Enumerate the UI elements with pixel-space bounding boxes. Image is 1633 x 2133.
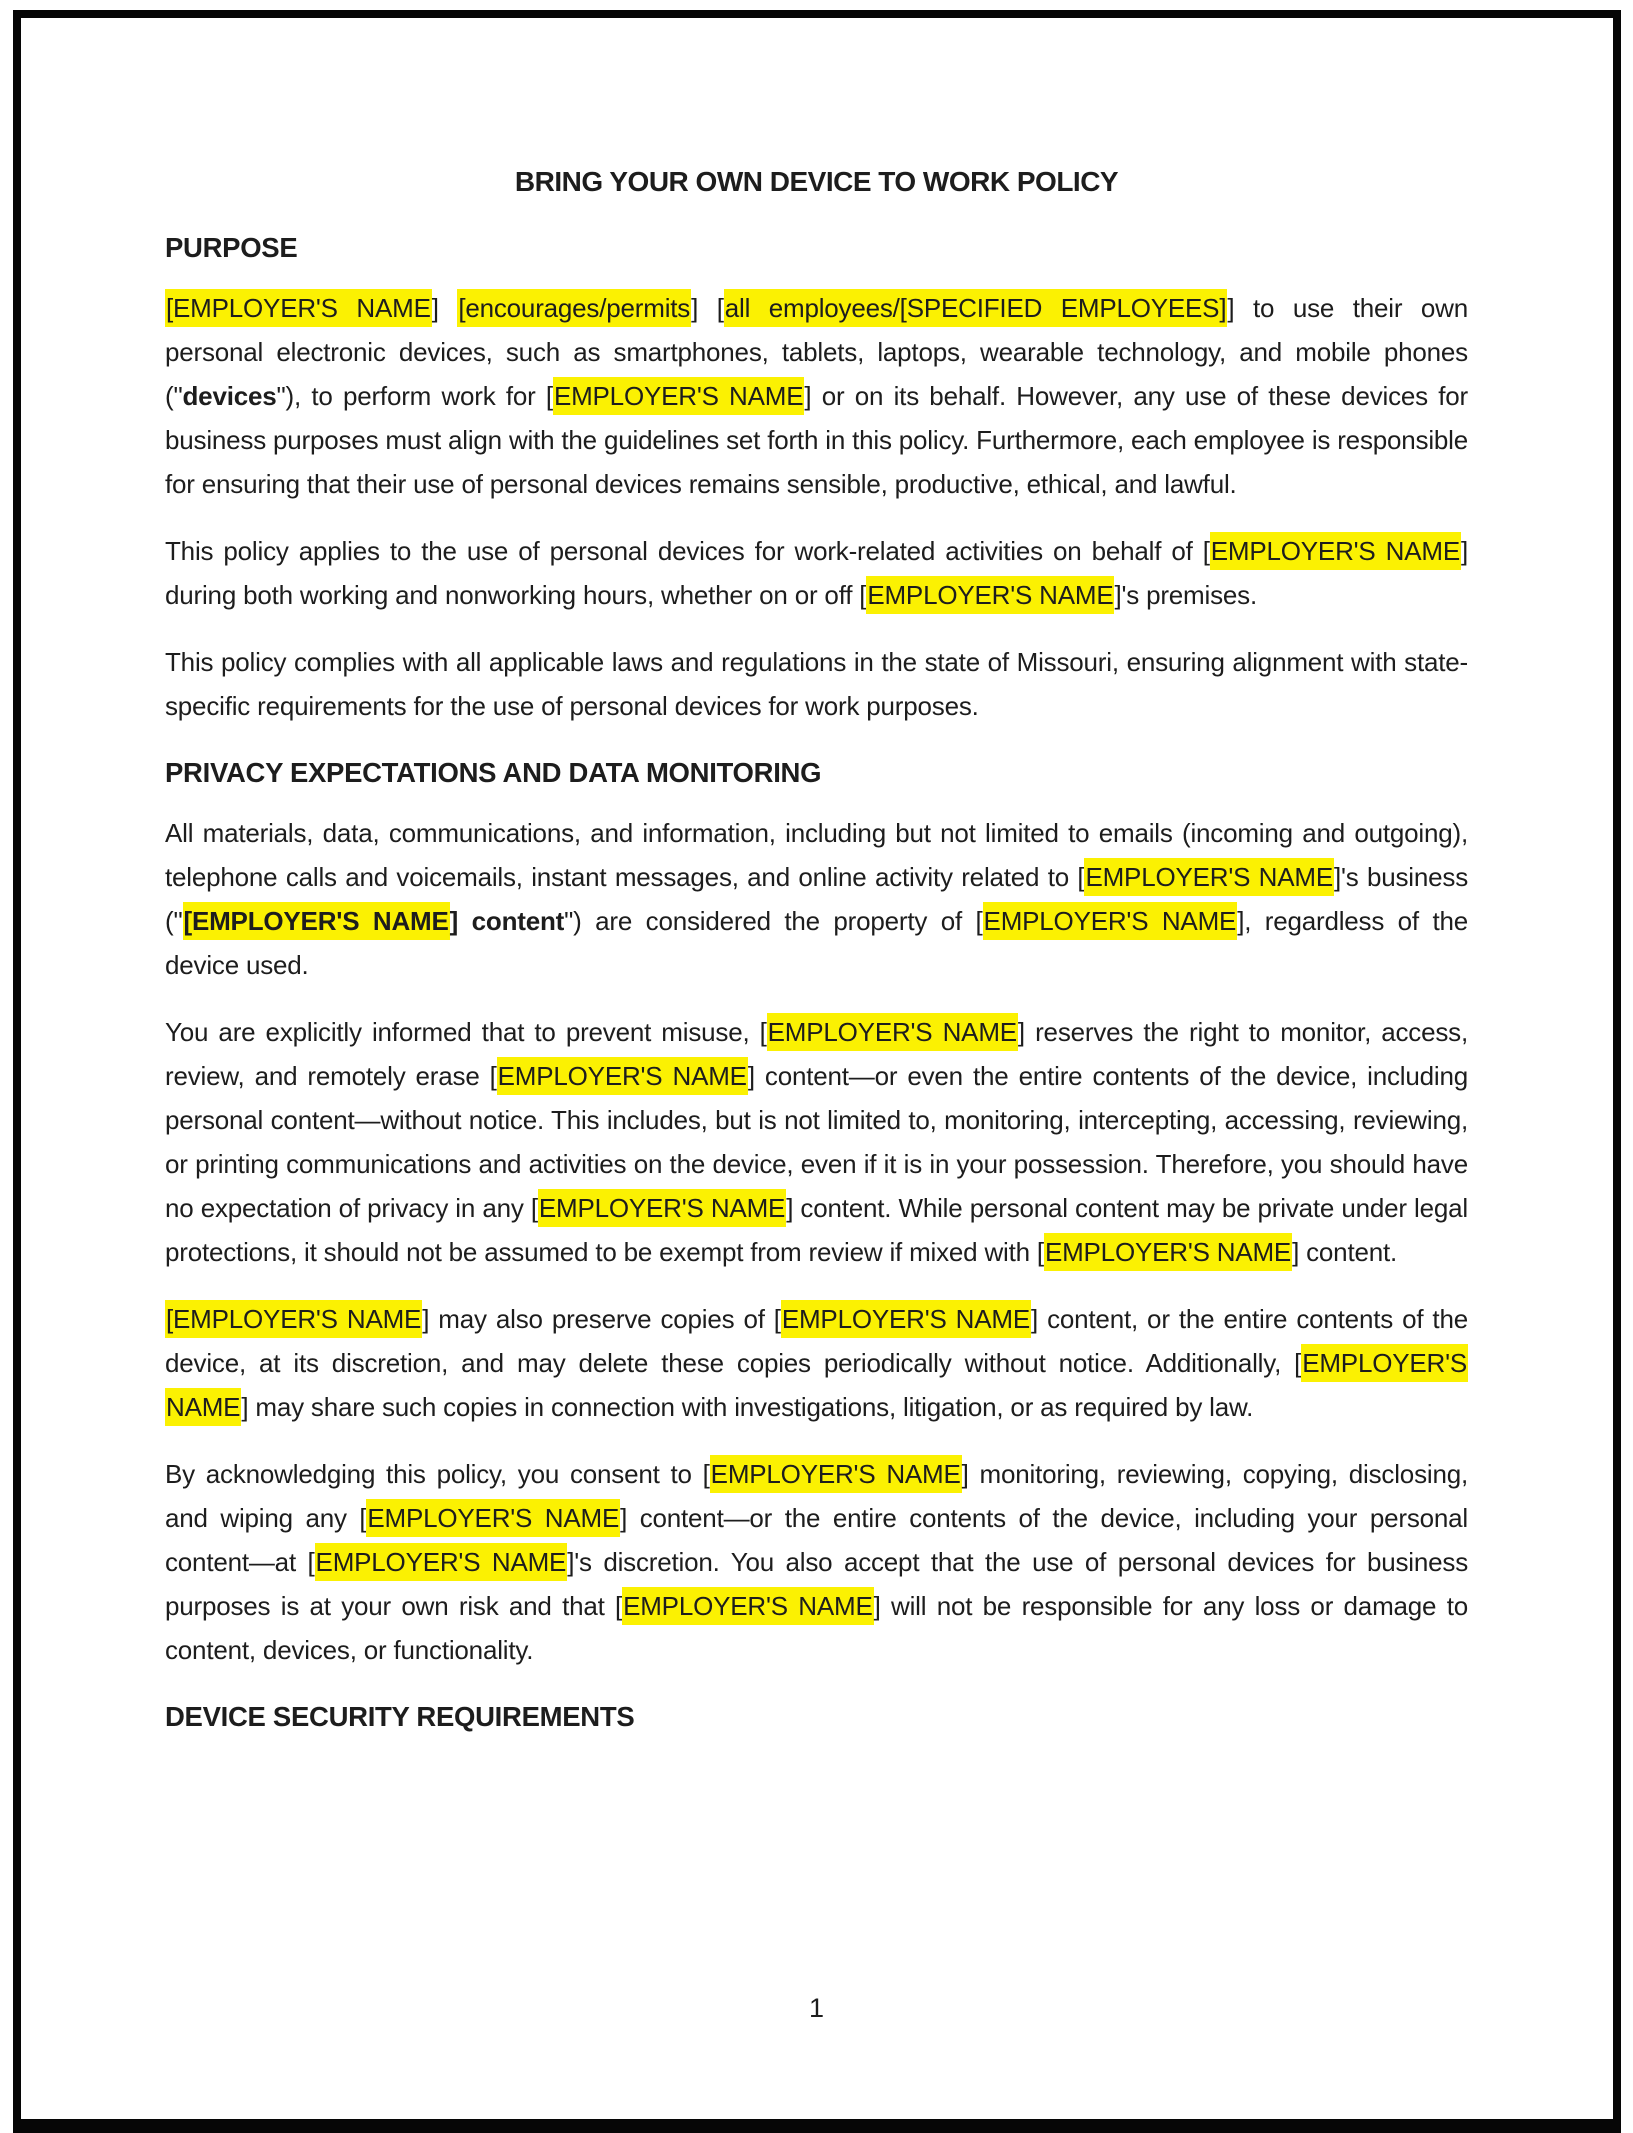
paragraph [165, 811, 1468, 987]
highlighted-placeholder: all employees/[SPECIFIED EMPLOYEES] [724, 289, 1228, 327]
highlighted-placeholder: EMPLOYER'S NAME [866, 576, 1114, 614]
section-heading: PRIVACY EXPECTATIONS AND DATA MONITORING [165, 757, 822, 788]
text-segment: ] content [449, 906, 565, 936]
text-segment: ] will not be responsible for any loss or damage to content, devices, or functionality. [165, 1591, 1468, 1665]
highlighted-placeholder: EMPLOYER'S NAME [1084, 858, 1334, 896]
text-segment: ] may share such copies in connection with investigations, litigation, or as required by law. [241, 1392, 1254, 1422]
text-segment: ]'s business (" [165, 862, 1468, 936]
text-segment: By acknowledging this policy, you consent to [ [165, 1459, 710, 1489]
highlighted-placeholder: EMPLOYER'S NAME [622, 1587, 874, 1625]
text-segment: ] content, or the entire contents of the device, at its discretion, and may delete these copies periodically without notice. Additionally, [ [165, 1304, 1468, 1378]
text-segment: All materials, data, communications, and information, including but not limited to emails (incoming and outgoing), telephone calls and voicemails, instant messages, and online activity related to [ [165, 818, 1468, 892]
text-segment: You are explicitly informed that to prevent misuse, [ [165, 1017, 767, 1047]
highlighted-placeholder: [encourages/permits [457, 289, 691, 327]
document-body [165, 226, 1468, 1739]
highlighted-placeholder: [EMPLOYER'S NAME [183, 902, 450, 940]
text-segment: ") are considered the property of [ [564, 906, 983, 936]
paragraph [165, 1297, 1468, 1429]
highlighted-placeholder: [EMPLOYER'S NAME [165, 1300, 422, 1338]
paragraph [165, 286, 1468, 506]
section-heading: DEVICE SECURITY REQUIREMENTS [165, 1701, 635, 1732]
highlighted-placeholder: EMPLOYER'S NAME [315, 1543, 568, 1581]
text-segment: ] content—or even the entire contents of the device, including personal content—without notice. This includes, but is not limited to, monitoring, intercepting, accessing, reviewing, or printing communications and activities on the device, even if it is in your possession. Therefore, you should have no expectation of privacy in any [ [165, 1061, 1468, 1223]
paragraph [165, 529, 1468, 617]
text-segment: ] content. [1292, 1237, 1398, 1267]
page-number: 1 [808, 1993, 825, 2023]
text-segment: ] [ [691, 293, 724, 323]
text-segment: devices [182, 381, 277, 411]
section-heading: PURPOSE [165, 232, 298, 263]
paragraph [165, 1010, 1468, 1274]
text-segment: ] during both working and nonworking hours, whether on or off [ [165, 536, 1468, 610]
highlighted-placeholder: EMPLOYER'S NAME [366, 1499, 620, 1537]
text-segment: This policy complies with all applicable laws and regulations in the state of Missouri, ensuring alignment with state-specific requirements for the use of personal devices for work purposes. [165, 647, 1468, 721]
highlighted-placeholder: EMPLOYER'S NAME [983, 902, 1238, 940]
text-segment: ] content—or the entire contents of the device, including your personal content—at [ [165, 1503, 1468, 1577]
text-segment: This policy applies to the use of personal devices for work-related activities on behalf of [ [165, 536, 1210, 566]
document-title: BRING YOUR OWN DEVICE TO WORK POLICY [514, 166, 1119, 197]
highlighted-placeholder: EMPLOYER'S NAME [553, 377, 804, 415]
document-content [165, 0, 1468, 1755]
highlighted-placeholder: EMPLOYER'S NAME [710, 1455, 962, 1493]
text-segment: ] to use their own personal electronic devices, such as smartphones, tablets, laptops, wearable technology, and mobile phones (" [165, 293, 1468, 411]
text-segment: ] reserves the right to monitor, access, review, and remotely erase [ [165, 1017, 1468, 1091]
text-segment: ] may also preserve copies of [ [422, 1304, 781, 1334]
highlighted-placeholder: EMPLOYER'S NAME [767, 1013, 1018, 1051]
text-segment: ]'s discretion. You also accept that the use of personal devices for business purposes is at your own risk and that [ [165, 1547, 1469, 1621]
highlighted-placeholder: EMPLOYER'S NAME [497, 1057, 748, 1095]
highlighted-placeholder: EMPLOYER'S NAME [165, 1344, 1468, 1426]
text-segment: ] monitoring, reviewing, copying, disclosing, and wiping any [ [165, 1459, 1468, 1533]
text-segment: "), to perform work for [ [276, 381, 553, 411]
text-segment: ], regardless of the device used. [165, 906, 1469, 980]
paragraph [165, 1452, 1468, 1672]
text-segment: ] [431, 293, 458, 323]
highlighted-placeholder: EMPLOYER'S NAME [538, 1189, 786, 1227]
text-segment: ] or on its behalf. However, any use of these devices for business purposes must align with the guidelines set forth in this policy. Furthermore, each employee is responsible for ensuring that their use of personal devices remains sensible, productive, ethical, and lawful. [165, 381, 1469, 499]
highlighted-placeholder: EMPLOYER'S NAME [1044, 1233, 1292, 1271]
paragraph [165, 640, 1468, 728]
highlighted-placeholder: EMPLOYER'S NAME [781, 1300, 1031, 1338]
highlighted-placeholder: EMPLOYER'S NAME [1210, 532, 1461, 570]
text-segment: ] content. While personal content may be private under legal protections, it should not be assumed to be exempt from review if mixed with [ [165, 1193, 1468, 1267]
text-segment: ]'s premises. [1114, 580, 1257, 610]
highlighted-placeholder: [EMPLOYER'S NAME [165, 289, 432, 327]
